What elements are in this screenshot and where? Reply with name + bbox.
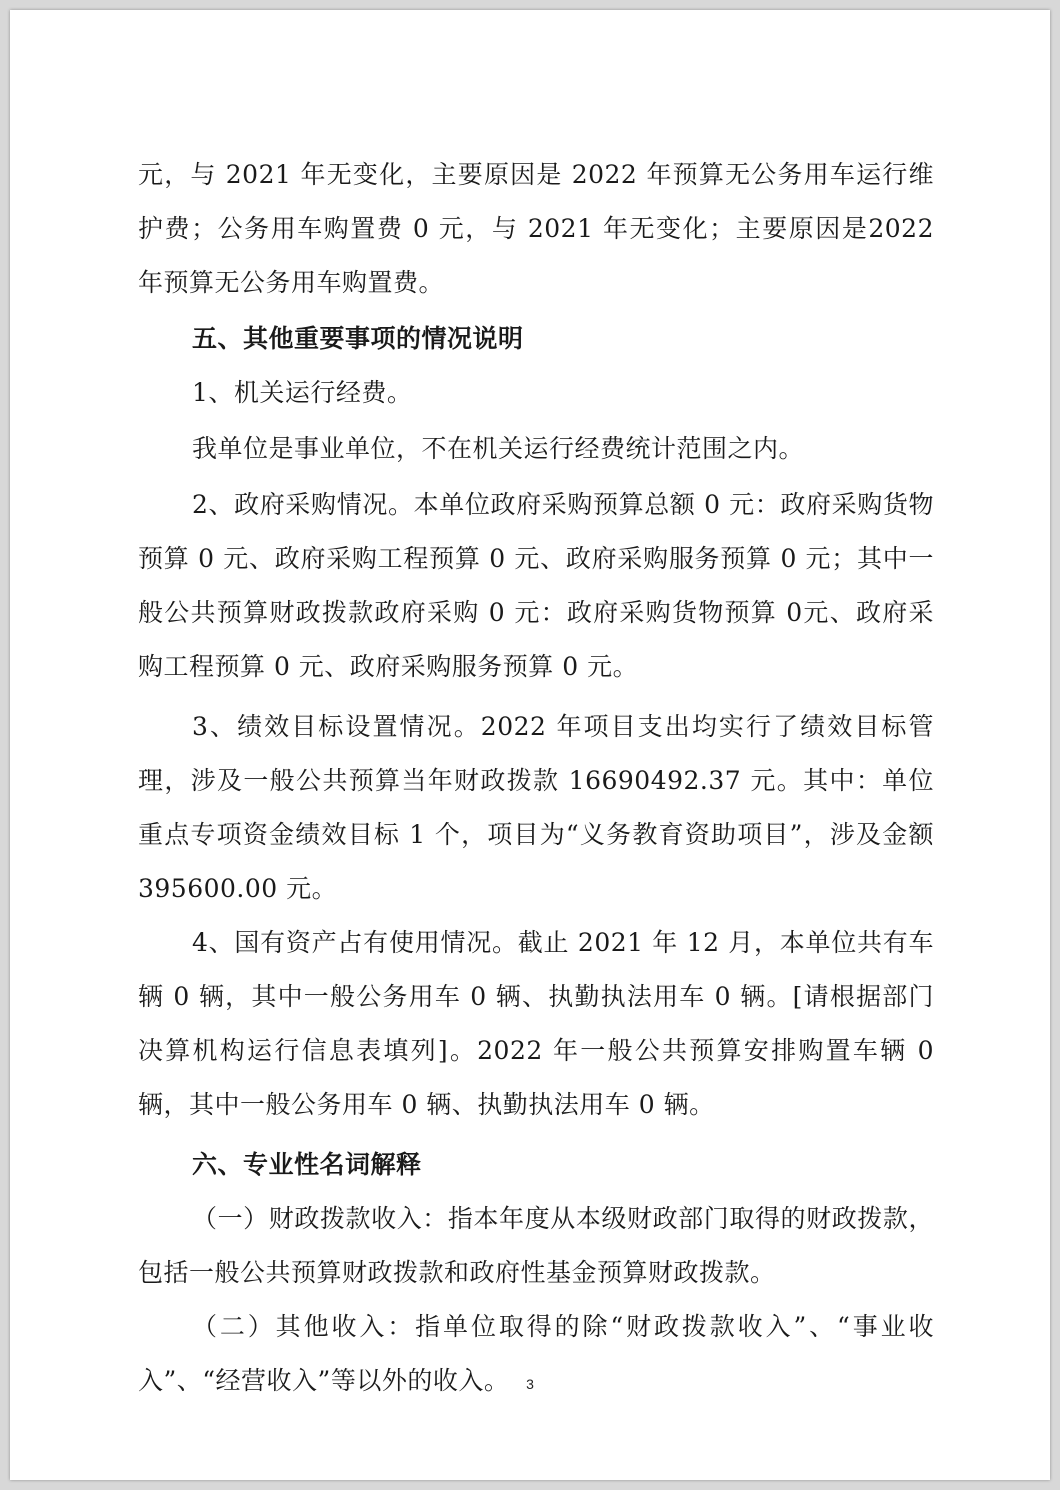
paragraph-state-assets: 4、国有资产占有使用情况。截止 2021 年 12 月，本单位共有车辆 0 辆，其中一般公务用车 0 辆、执勤执法用车 0 辆。[请根据部门决算机构运行信息表填列]。2022 年一般公共预算安排购置车辆 0 辆，其中一般公务用车 0 辆、执勤执法用车 0 辆。 <box>138 928 934 1119</box>
paragraph-operating-costs-title: 1、机关运行经费。 <box>192 378 413 407</box>
paragraph-vehicle-costs: 元，与 2021 年无变化，主要原因是 2022 年预算无公务用车运行维护费；公务用车购置费 0 元，与 2021 年无变化；主要原因是2022 年预算无公务用车购置费。 <box>138 160 934 297</box>
section-heading-terminology: 六、专业性名词解释 <box>192 1150 422 1179</box>
page-number: 3 <box>526 1376 534 1392</box>
paragraph-operating-costs-body: 我单位是事业单位，不在机关运行经费统计范围之内。 <box>192 434 805 463</box>
paragraph-government-procurement: 2、政府采购情况。本单位政府采购预算总额 0 元：政府采购货物预算 0 元、政府采购工程预算 0 元、政府采购服务预算 0 元；其中一般公共预算财政拨款政府采购 0 元：政府采购货物预算 0元、政府采购工程预算 0 元、政府采购服务预算 0 元。 <box>138 490 934 681</box>
paragraph-definition-fiscal-appropriation: （一）财政拨款收入：指本年度从本级财政部门取得的财政拨款，包括一般公共预算财政拨款和政府性基金预算财政拨款。 <box>138 1204 934 1287</box>
paragraph-performance-targets: 3、绩效目标设置情况。2022 年项目支出均实行了绩效目标管理，涉及一般公共预算当年财政拨款 16690492.37 元。其中：单位重点专项资金绩效目标 1 个，项目为“义务教育资助项目”，涉及金额 395600.00 元。 <box>138 712 960 903</box>
document-page <box>10 10 1050 1480</box>
paragraph-definition-other-income: （二）其他收入：指单位取得的除“财政拨款收入”、“事业收入”、“经营收入”等以外的收入。 <box>138 1312 934 1395</box>
section-heading-other-matters: 五、其他重要事项的情况说明 <box>192 324 524 353</box>
document-body <box>138 148 960 1408</box>
